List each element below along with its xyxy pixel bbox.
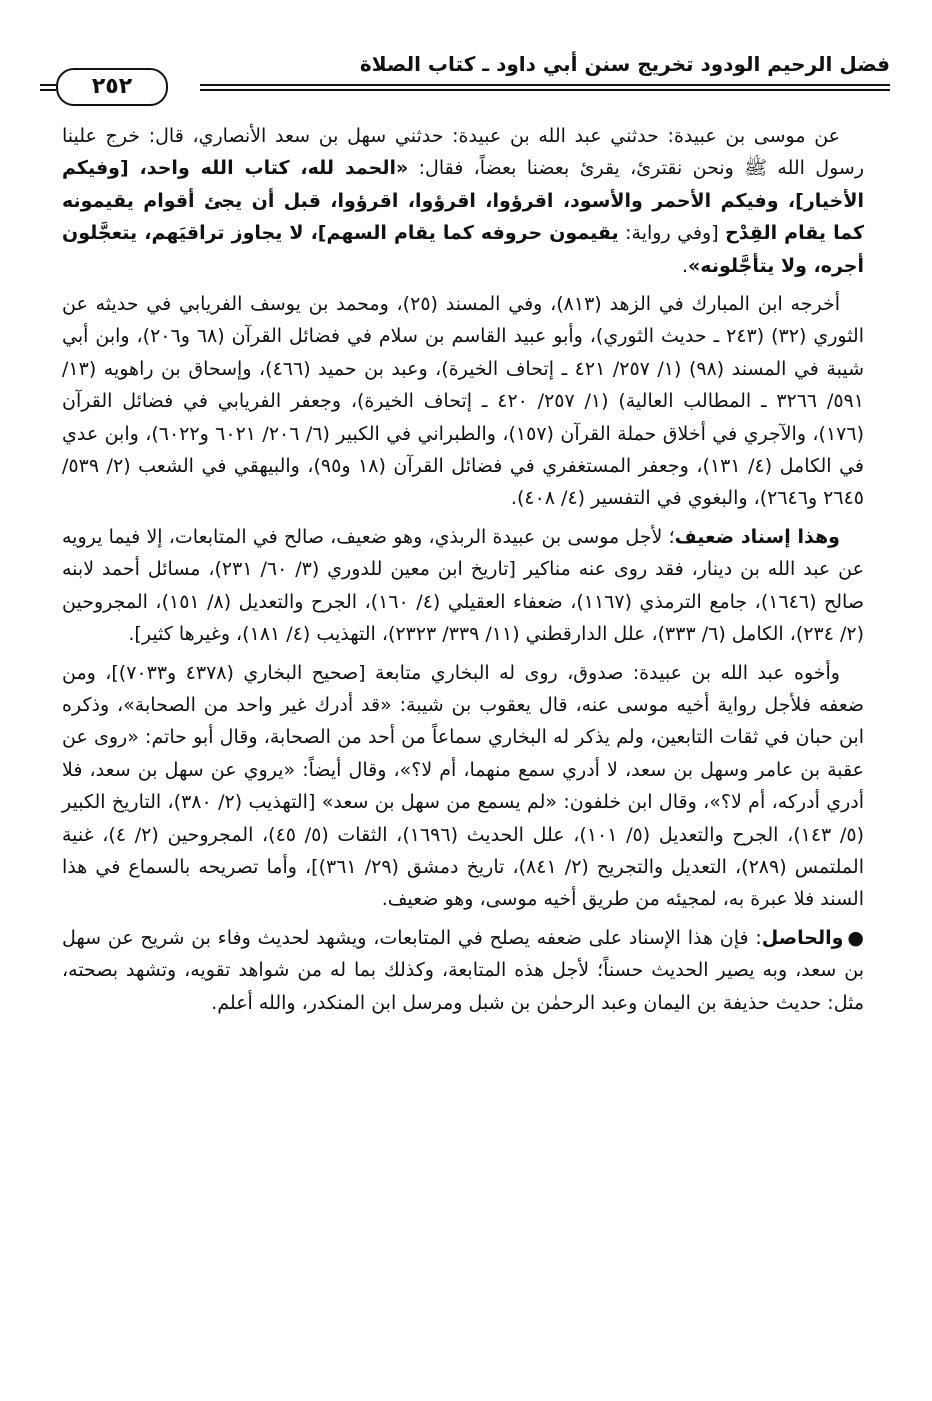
header-rule-left [40,84,56,86]
conclusion-text: : فإن هذا الإسناد على ضعفه يصلح في المتابعات، ويشهد لحديث وفاء بن شريح عن سهل بن سعد، وبه يصير الحديث حسناً؛ لأجل هذه المتابعة، وكذلك بما له من شواهد تقويه، وتشهد بصحته، مثل: حديث حذيفة بن اليمان وعبد الرحمٰن بن شبل ومرسل ابن المنكدر، والله أعلم. [62,926,864,1014]
grading-label: وهذا إسناد ضعيف [674,525,840,548]
grading-text: ؛ لأجل موسى بن عبيدة الربذي، وهو ضعيف، صالح في المتابعات، إلا فيما يرويه عن عبد الله بن دينار، فقد روى عنه مناكير [تاريخ ابن معين للدوري (٣/ ٦٠/ ٢٣١)، مسائل أحمد لابنه صالح (١٦٤٦)، جامع الترمذي (١١٦٧)، ضعفاء العقيلي (٤/ ١٦٠)، الجرح والتعديل (٨/ ١٥١)، المجروحين (٢/ ٢٣٤)، الكامل (٦/ ٣٣٣)، علل الدارقطني (١١/ ٣٣٩/ ٢٣٢٣)، التهذيب (٤/ ١٨١)، وغيرها كثير]. [62,525,864,646]
running-title: فضل الرحيم الودود تخريج سنن أبي داود ـ كتاب الصلاة [359,52,890,76]
narrator-paragraph: وأخوه عبد الله بن عبيدة: صدوق، روى له البخاري متابعة [صحيح البخاري (٤٣٧٨ و٧٠٣٣)]، ومن ضعفه فلأجل رواية أخيه موسى عنه، قال يعقوب بن شيبة: «قد أدرك غير واحد من الصحابة»، وذكره ابن حبان في ثقات التابعين، ولم يذكر له البخاري سماعاً من أحد من الصحابة، وقال أبو حاتم: «روى عن عقبة بن عامر وسهل بن سعد، لا أدري سمع منهما، أم لا؟»، وقال أيضاً: «يروي عن سهل بن سعد، فلا أدري أدركه، أم لا؟»، وقال ابن خلفون: «لم يسمع من سهل بن سعد» [التهذيب (٢/ ٣٨٠)، التاريخ الكبير (٥/ ١٤٣)، الجرح والتعديل (٥/ ١٠١)، علل الحديث (١٦٩٦)، الثقات (٥/ ٤٥)، المجروحين (٢/ ٤)، غنية الملتمس (٢٨٩)، التعديل والتجريح (٢/ ٨٤١)، تاريخ دمشق (٢٩/ ٣٦١)]، وأما تصريحه بالسماع في هذا السند فلا عبرة به، لمجيئه من طريق أخيه موسى، وهو ضعيف. [62,661,864,911]
variant-note: [وفي رواية: [618,222,726,245]
isnad-grading-paragraph [62,521,864,651]
page-number: ٢٥٢ [56,68,168,106]
bullet-icon: ● [847,926,864,949]
header-rule-left-double [40,89,56,91]
hadith-chain: عن موسى بن عبيدة: حدثني عبد الله بن عبيدة: حدثني سهل بن سعد الأنصاري، قال: خرج علينا رسول الله ﷺ ونحن نقترئ، يقرئ بعضنا بعضاً، فقال: [62,125,864,180]
variant-matn: يقيمون حروفه كما يقام السهم]، لا يجاوز تراقيَهم، يتعجَّلون أجره، ولا يتأجَّلونه» [62,222,864,277]
hadith-text-paragraph [62,120,864,282]
conclusion-paragraph [62,922,864,1019]
takhrij-paragraph: أخرجه ابن المبارك في الزهد (٨١٣)، وفي المسند (٢٥)، ومحمد بن يوسف الفريابي في حديثه عن الثوري (٣٢) (٢٤٣ ـ حديث الثوري)، وأبو عبيد القاسم بن سلام في فضائل القرآن (٦٨ و٢٠٦)، وابن أبي شيبة في المسند (٩٨) (١/ ٢٥٧/ ٤٢١ ـ إتحاف الخيرة)، وعبد بن حميد (٤٦٦)، وإسحاق بن راهويه (١٣/ ٥٩١/ ٣٢٦٦ ـ المطالب العالية) (١/ ٢٥٧/ ٤٢٠ ـ إتحاف الخيرة)، وجعفر الفريابي في فضائل القرآن (١٧٦)، والآجري في أخلاق حملة القرآن (١٥٧)، والطبراني في الكبير (٦/ ٢٠٦/ ٦٠٢١ و٦٠٢٢)، وابن عدي في الكامل (٤/ ١٣١)، وجعفر المستغفري في فضائل القرآن (١٨ و٩٥)، والبيهقي في الشعب (٢/ ٥٣٩/ ٢٦٤٥ و٢٦٤٦)، والبغوي في التفسير (٤/ ٤٠٨). [62,293,865,510]
conclusion-label: والحاصل [761,926,844,949]
header-rule-double [200,89,890,91]
hadith-matn: «الحمد لله، كتاب الله واحد، [وفيكم الأخيار]، وفيكم الأحمر والأسود، اقرؤوا، اقرؤوا، اقرؤوا، قبل أن يجئ أقوام يقيمونه كما يقام القِدْح [62,157,864,245]
page-header [40,52,890,104]
page-body [62,120,864,1025]
paragraph-end: . [681,254,689,277]
header-rule [200,84,890,86]
